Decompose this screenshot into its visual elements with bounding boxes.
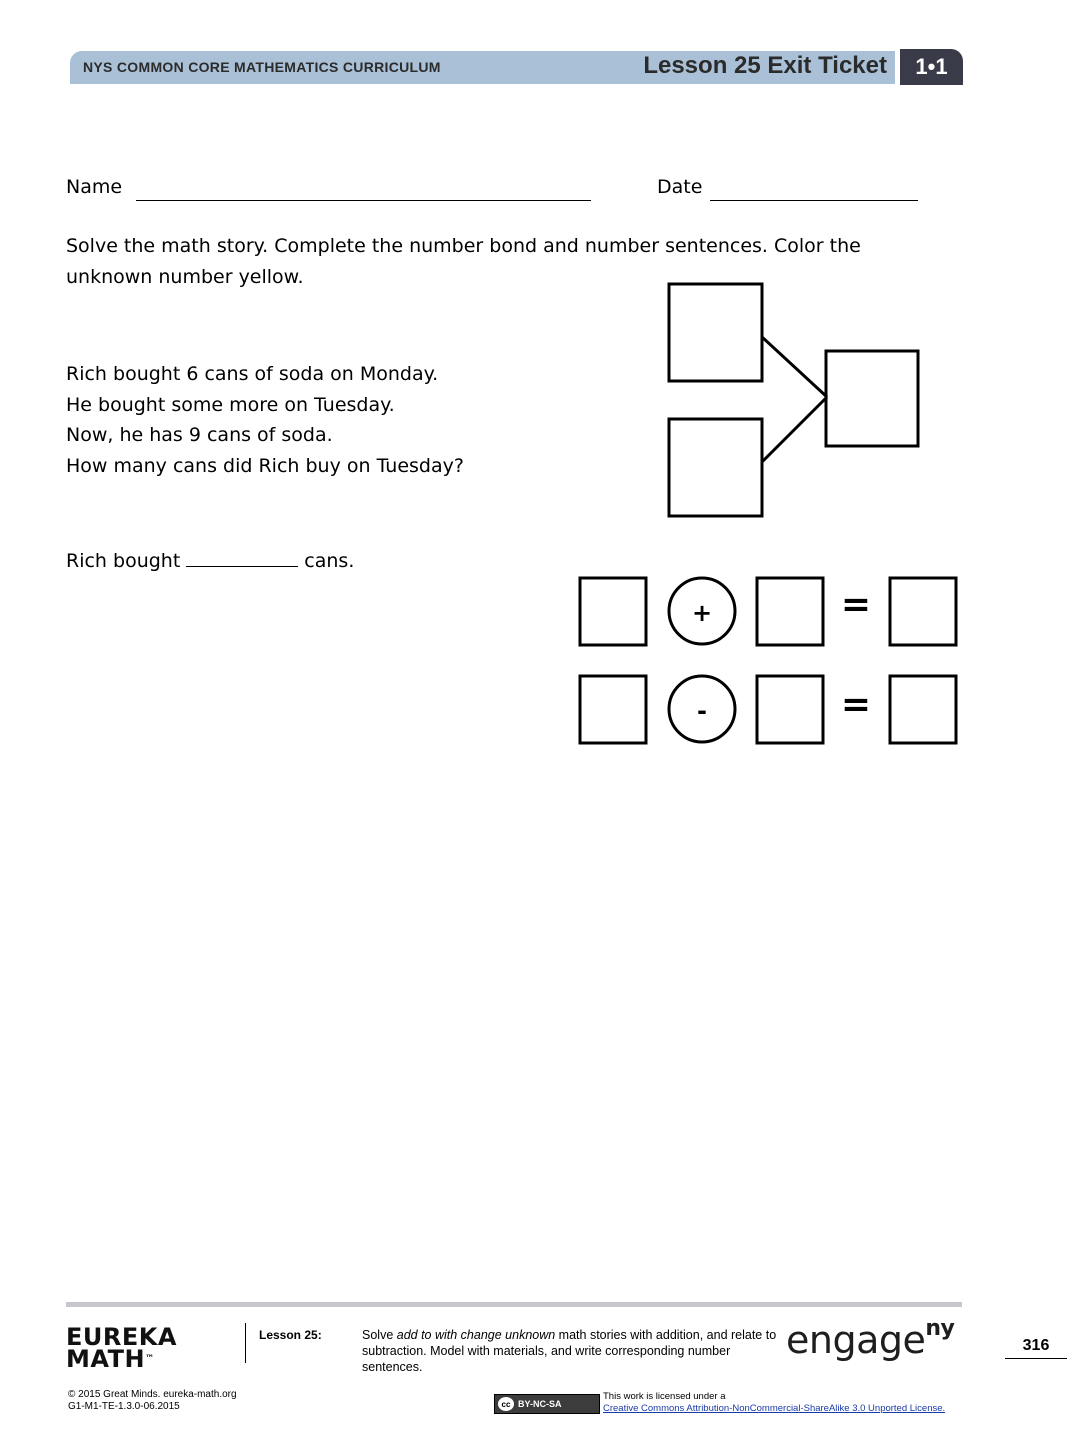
logo-line-1: EUREKA: [66, 1323, 177, 1351]
sum-box[interactable]: [890, 578, 956, 645]
footer-lesson-description: [362, 1327, 782, 1375]
page-number: 316: [1022, 1337, 1050, 1354]
bond-connector-top: [762, 337, 827, 397]
footer-divider: [245, 1323, 246, 1363]
instructions: Solve the math story. Complete the number bond and number sentences. Color the unknown number yellow.: [66, 235, 861, 288]
bond-part-box-bottom[interactable]: [669, 419, 762, 516]
footer-lesson-label: Lesson 25:: [259, 1328, 322, 1342]
lesson-title: Lesson 25 Exit Ticket: [643, 52, 887, 79]
equals-sign: =: [840, 684, 872, 725]
trademark: ™: [145, 1354, 155, 1364]
story-line: How many cans did Rich buy on Tuesday?: [66, 454, 464, 477]
equals-sign: =: [840, 584, 872, 625]
description-text: math stories with addition, and relate to subtraction. Model with materials, and write corresponding number sentences.: [362, 1328, 777, 1374]
engage-sup: ny: [925, 1316, 955, 1342]
bond-whole-box[interactable]: [826, 351, 918, 446]
answer-prefix: Rich bought: [66, 550, 181, 572]
license-text: [603, 1391, 945, 1415]
subtraction-sentence: [580, 676, 956, 743]
engageny-logo: [786, 1318, 954, 1362]
license-link[interactable]: Creative Commons Attribution-NonCommercial-ShareAlike 3.0 Unported License.: [603, 1403, 946, 1414]
copyright: [68, 1389, 237, 1413]
footer-rule: [66, 1302, 962, 1307]
copyright-line: © 2015 Great Minds. eureka-math.org: [68, 1389, 237, 1400]
story-line: Rich bought 6 cans of soda on Monday.: [66, 363, 439, 385]
logo-line-2: MATH: [66, 1345, 146, 1373]
bond-connector-bottom: [762, 397, 827, 462]
story-line: Now, he has 9 cans of soda.: [66, 424, 333, 446]
plus-sign: +: [691, 599, 713, 627]
answer-suffix: cans.: [304, 550, 355, 572]
cc-icon: cc: [498, 1397, 514, 1411]
curriculum-title: NYS COMMON CORE MATHEMATICS CURRICULUM: [83, 59, 441, 75]
name-label: Name: [66, 176, 123, 198]
description-text: Solve: [362, 1328, 397, 1342]
license-intro: This work is licensed under a: [603, 1391, 726, 1402]
bond-part-box-top[interactable]: [669, 284, 762, 381]
difference-box[interactable]: [890, 676, 956, 743]
grade-module-badge: 1•1: [900, 49, 963, 85]
addend-box-1[interactable]: [580, 578, 646, 645]
description-italic: add to with change unknown: [396, 1328, 556, 1342]
page-number-rule: [1005, 1358, 1067, 1359]
addend-box-2[interactable]: [757, 578, 823, 645]
number-bond: [669, 284, 918, 516]
cc-label: BY-NC-SA: [518, 1399, 562, 1409]
document-code: G1-M1-TE-1.3.0-06.2015: [68, 1401, 180, 1412]
addition-sentence: [580, 578, 956, 645]
eureka-math-logo: [66, 1323, 177, 1373]
engage-word: engage: [786, 1318, 926, 1362]
minuend-box[interactable]: [580, 676, 646, 743]
date-label: Date: [657, 176, 703, 198]
story-line: He bought some more on Tuesday.: [66, 393, 395, 416]
minus-sign: -: [697, 697, 707, 725]
subtrahend-box[interactable]: [757, 676, 823, 743]
cc-license-badge[interactable]: [494, 1394, 600, 1414]
